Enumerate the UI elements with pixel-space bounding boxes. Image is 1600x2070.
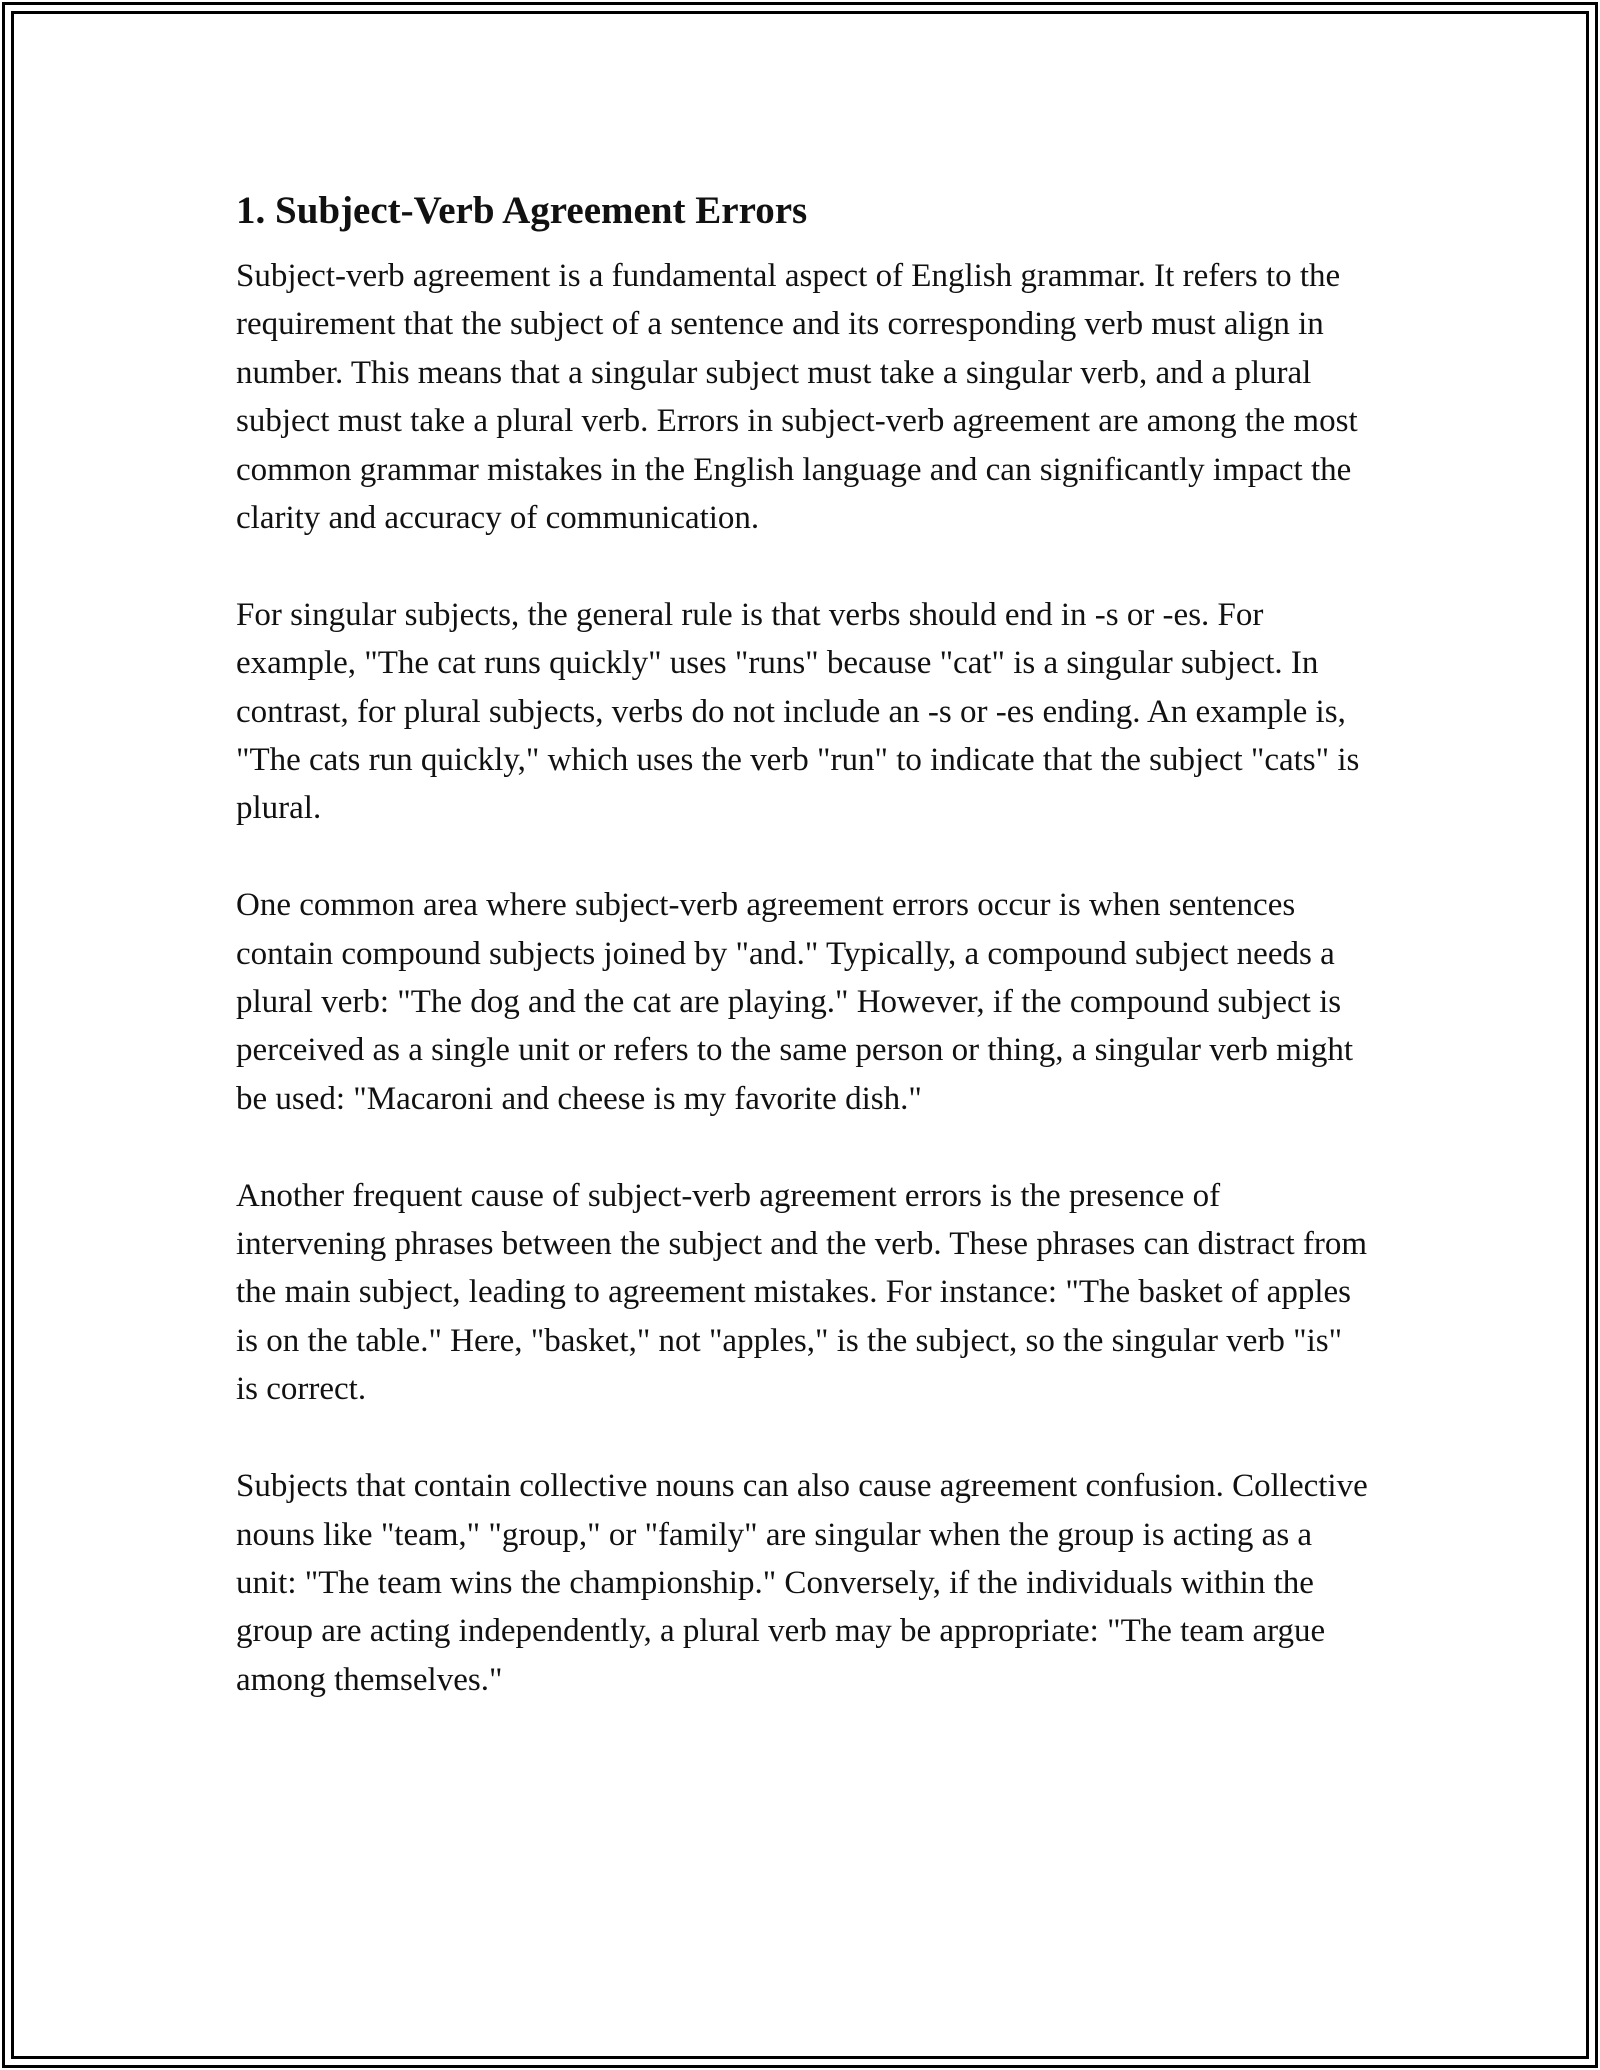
- paragraph-3: One common area where subject-verb agreement errors occur is when sentences contain compound subjects joined by "and." Typically, a compound subject needs a plural verb: "The dog and the cat are playing." However, if the compound subject is perceived as a single unit or refers to the same person or thing, a singular verb might be used: "Macaroni and cheese is my favorite dish.": [236, 887, 1354, 1117]
- paragraph-2: For singular subjects, the general rule is that verbs should end in -s or -es. For example, "The cat runs quickly" uses "runs" because "cat" is a singular subject. In contrast, for plural subjects, verbs do not include an -s or -es ending. An example is, "The cats run quickly," which uses the verb "run" to indicate that the subject "cats" is plural.: [236, 596, 1360, 827]
- document-body: [236, 186, 1372, 1753]
- paragraph-5: Subjects that contain collective nouns can also cause agreement confusion. Collective nouns like "team," "group," or "family" are singular when the group is acting as a unit: "The team wins the championship." Conversely, if the individuals within the group are acting independently, a plural verb may be appropriate: "The team argue among themselves.": [236, 1468, 1368, 1698]
- paragraph-4: Another frequent cause of subject-verb agreement errors is the presence of intervening phrases between the subject and the verb. These phrases can distract from the main subject, leading to agreement mistakes. For instance: "The basket of apples is on the table." Here, "basket," not "apples," is the subject, so the singular verb "is" is correct.: [236, 1177, 1368, 1408]
- paragraph-1: Subject-verb agreement is a fundamental aspect of English grammar. It refers to the requirement that the subject of a sentence and its corresponding verb must align in number. This means that a singular subject must take a singular verb, and a plural subject must take a plural verb. Errors in subject-verb agreement are among the most common grammar mistakes in the English language and can significantly impact the clarity and accuracy of communication.: [236, 258, 1358, 537]
- section-heading: 1. Subject-Verb Agreement Errors: [236, 189, 808, 232]
